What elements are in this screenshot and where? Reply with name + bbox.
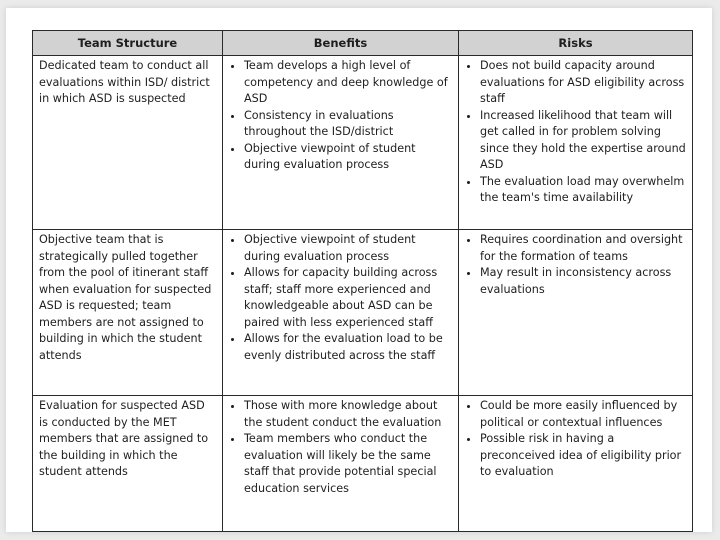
risks-cell [459, 56, 693, 230]
table-header-row [33, 31, 693, 56]
risks-list [465, 232, 686, 298]
structure-cell: Evaluation for suspected ASD is conducted by the MET members that are assigned to the building in which the student attends [33, 396, 223, 532]
list-item: • Does not build capacity around evaluations for ASD eligibility across staff [480, 58, 686, 108]
risks-list [465, 58, 686, 207]
benefits-list [229, 58, 452, 174]
header-risks: Risks [459, 31, 693, 56]
structure-cell: Objective team that is strategically pulled together from the pool of itinerant staff when evaluation for suspected ASD is requested; team members are not assigned to building in which the student attends [33, 230, 223, 396]
table-container [32, 30, 692, 532]
list-item: • Team members who conduct the evaluation will likely be the same staff that provide potential special education services [244, 431, 452, 497]
header-team-structure: Team Structure [33, 31, 223, 56]
list-item: • Objective viewpoint of student during evaluation process [244, 232, 452, 265]
risks-list [465, 398, 686, 481]
list-item: • Those with more knowledge about the student conduct the evaluation [244, 398, 452, 431]
team-structure-table [32, 30, 693, 532]
risks-cell [459, 230, 693, 396]
risks-cell [459, 396, 693, 532]
list-item: • Allows for capacity building across staff; staff more experienced and knowledgeable about ASD can be paired with less experienced staff [244, 265, 452, 331]
benefits-cell [223, 396, 459, 532]
list-item: • Allows for the evaluation load to be evenly distributed across the staff [244, 331, 452, 364]
table-row [33, 396, 693, 532]
list-item: • Consistency in evaluations throughout the ISD/district [244, 108, 452, 141]
benefits-list [229, 232, 452, 364]
list-item: • May result in inconsistency across evaluations [480, 265, 686, 298]
list-item: • Objective viewpoint of student during evaluation process [244, 141, 452, 174]
list-item: • Team develops a high level of competency and deep knowledge of ASD [244, 58, 452, 108]
benefits-cell [223, 56, 459, 230]
structure-cell: Dedicated team to conduct all evaluations within ISD/ district in which ASD is suspected [33, 56, 223, 230]
benefits-cell [223, 230, 459, 396]
table-row [33, 56, 693, 230]
list-item: • Requires coordination and oversight for the formation of teams [480, 232, 686, 265]
list-item: • Could be more easily influenced by political or contextual influences [480, 398, 686, 431]
benefits-list [229, 398, 452, 497]
list-item: • The evaluation load may overwhelm the team's time availability [480, 174, 686, 207]
table-row [33, 230, 693, 396]
header-benefits: Benefits [223, 31, 459, 56]
list-item: • Possible risk in having a preconceived idea of eligibility prior to evaluation [480, 431, 686, 481]
list-item: • Increased likelihood that team will get called in for problem solving since they hold the expertise around ASD [480, 108, 686, 174]
slide-frame [6, 8, 712, 532]
